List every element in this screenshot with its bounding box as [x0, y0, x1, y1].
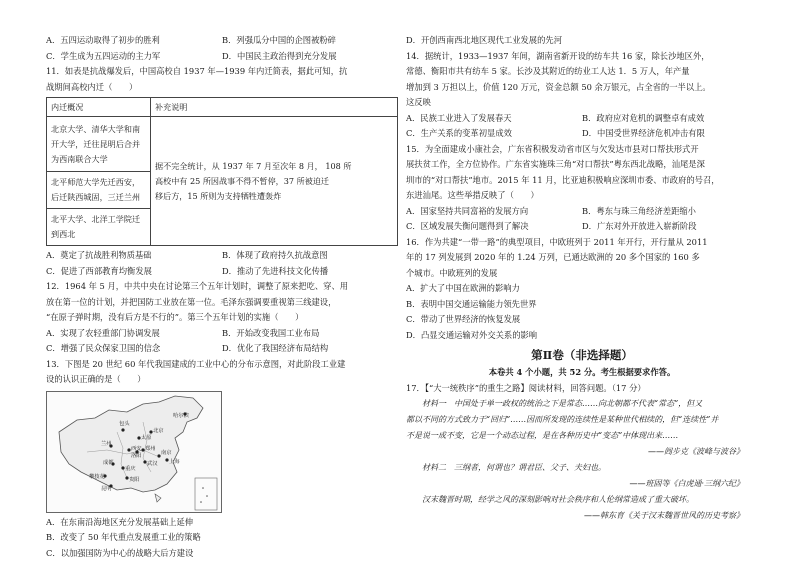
- question-16: [406, 235, 758, 344]
- option-d[interactable]: D．优化了我国经济布局结构: [222, 343, 329, 353]
- question-15: [406, 142, 758, 235]
- option-c[interactable]: C．以加强国防为中心的战略大后方建设: [46, 547, 194, 558]
- option-d[interactable]: D．推动了先进科技文化传播: [222, 265, 329, 276]
- question-text: 13．下图是 20 世纪 60 年代我国建成的工业中心的分布示意图，对此阶段工业建: [46, 358, 346, 369]
- material-line: 材料二 三纲者，何谓也？谓君臣、父子、夫妇也。: [422, 463, 606, 472]
- option-c[interactable]: C．增强了民众保家卫国的信念: [46, 343, 161, 353]
- option-d[interactable]: D．中国民主政治得到充分发展: [222, 50, 337, 61]
- question-text: 东进汕尾。这些举措反映了（ ）: [406, 190, 539, 200]
- option-row: [46, 264, 398, 280]
- table-header: 内迁概况: [47, 98, 151, 117]
- option-b[interactable]: B．体现了政府持久抗战意图: [222, 250, 328, 260]
- table-note-cell: [151, 117, 398, 246]
- option-b[interactable]: B．列强瓜分中国的企图被粉碎: [222, 35, 336, 45]
- question-text: 放在第一位的计划，并把国防工业放在第一位。毛泽东强调要重视第三线建设，: [46, 296, 337, 307]
- option-row: [406, 111, 758, 127]
- question-text: 常德、衡阳市共有纺车 5 家。长沙及其附近的纺业工人达 1．5 万人，年产量: [406, 66, 690, 76]
- map-label: 南京: [161, 449, 172, 456]
- material-line: 都以不同的方式致力于“回归”……因而所发现的连续性是某种世代相续的，但“连续性”并: [406, 415, 719, 424]
- map-label: 贵阳: [129, 476, 140, 483]
- question-text: “在原子弹时期，没有后方是不行的”。第三个五年计划的实施（ ）: [46, 312, 304, 322]
- option-d[interactable]: D．凸显交通运输对外交关系的影响: [406, 329, 538, 340]
- section-note: 本卷共 4 个小题，共 52 分。考生根据要求作答。: [488, 367, 676, 377]
- option-row: [46, 341, 398, 357]
- table-note-line: 高校中有 25 所因战事不得不暂停，37 所被迫迁: [155, 175, 330, 186]
- question-text: 这反映: [406, 97, 431, 107]
- option-row: [46, 49, 398, 65]
- map-label: 包头: [119, 420, 130, 427]
- option-b[interactable]: B．粤东与珠三角经济差距缩小: [582, 205, 696, 216]
- option-c[interactable]: C．区域发展失衡问题得到了解决: [406, 221, 529, 231]
- question-text: 15．为全面建成小康社会，广东省积极发动省市区与欠发达市县对口帮扶形式开: [406, 143, 699, 154]
- right-column: [406, 33, 758, 524]
- option-d[interactable]: D．广东对外开放进入崭新阶段: [582, 221, 697, 231]
- option-row: [46, 33, 398, 49]
- table-header: 补充说明: [151, 98, 398, 117]
- left-column: [46, 33, 398, 561]
- map-label: 太原: [141, 434, 152, 441]
- option-d[interactable]: D．开创西南西北地区现代工业发展的先河: [406, 35, 562, 45]
- material-source: ——阎步克《波峰与波谷》: [648, 447, 744, 456]
- question-text: 战期间高校内迁（ ）: [46, 81, 138, 92]
- map-label: 西安: [131, 445, 142, 452]
- table-cell: 北平大学、北洋工学院迁到西北: [47, 209, 151, 246]
- section-title: 第Ⅱ卷（非选择题）: [531, 348, 633, 362]
- table-cell: 北京大学、清华大学和南开大学，迁往昆明后合并为西南联合大学: [47, 117, 151, 172]
- question-12: [46, 279, 398, 357]
- question-text: 16．作为共建“一带一路”的典型项目，中欧班列于 2011 年开行，开行量从 2011: [406, 236, 708, 247]
- option-b[interactable]: B．改变了 50 年代重点发展重工业的策略: [46, 532, 201, 542]
- option-c[interactable]: C．学生成为五四运动的主力军: [46, 50, 161, 61]
- material-line: 不是说一成不变，它是一个动态过程，是在各种历史中“变态”中体现出来……: [406, 431, 679, 440]
- option-b[interactable]: B．表明中国交通运输能力领先世界: [406, 298, 537, 309]
- map-label: 洛阳: [131, 452, 142, 459]
- option-b[interactable]: B．开始改变我国工业布局: [222, 327, 320, 338]
- question-13: [46, 357, 398, 562]
- map-label: 攀枝花: [89, 473, 105, 480]
- option-d[interactable]: D．中国受世界经济危机冲击有限: [582, 128, 705, 138]
- table-note-line: 移后方，15 所则为支持牺牲遭轰炸: [155, 190, 282, 201]
- material-source: ——韩东育《关于汉末魏晋世风的历史考察》: [584, 511, 744, 520]
- question-text: 展扶贫工作，全方位协作。广东省实施珠三角“对口帮扶”粤东西北战略，汕尾是深: [406, 159, 705, 169]
- option-a[interactable]: A．五四运动取得了初步的胜利: [46, 35, 160, 45]
- option-a[interactable]: A．在东南沿海地区充分发展基础上延伸: [46, 516, 194, 527]
- industrial-center-map: [46, 391, 222, 513]
- option-c[interactable]: C．促进了西部教育均衡发展: [46, 265, 152, 276]
- option-a[interactable]: A．民族工业进入了发展春天: [406, 112, 512, 123]
- question-text: 设的认识正确的是（ ）: [46, 374, 146, 384]
- question-text: 12．1964 年 5 月，中共中央在讨论第三个五年计划时，调整了原来把吃、穿、用: [46, 281, 349, 291]
- option-a[interactable]: A．扩大了中国在欧洲的影响力: [406, 283, 520, 293]
- question-text: 11．如表是抗战爆发后，中国高校自 1937 年—1939 年内迁简表，据此可知，抗: [46, 66, 348, 76]
- option-a[interactable]: A．奠定了抗战胜利物质基础: [46, 250, 152, 260]
- material-source: ——班固等《白虎通·三纲六纪》: [629, 479, 744, 488]
- question-text: 年的 17 列发展到 2020 年的 1.24 万列，已通达欧洲的 20 多个国家的 160 多: [406, 252, 700, 262]
- map-label: 武汉: [147, 460, 158, 467]
- question-text: 个城市。中欧班列的发展: [406, 267, 498, 278]
- table-note-line: 据不完全统计，从 1937 年 7 月至次年 8 月， 108 所: [155, 160, 352, 171]
- option-a[interactable]: A．实现了农轻重部门协调发展: [46, 327, 160, 338]
- map-label: 成都: [103, 459, 114, 466]
- question-14: [406, 49, 758, 142]
- option-row: [406, 204, 758, 220]
- question-17: [406, 381, 758, 525]
- question-11: [46, 64, 398, 279]
- material-line: 汉末魏晋时期，经学之风的深刻影响对社会秩序和人伦纲常造成了重大破坏。: [422, 495, 694, 504]
- map-label: 上海: [169, 458, 180, 465]
- question-text: 14．据统计，1933—1937 年间，湖南省新开设的纺车共 16 家，除长沙地区外，: [406, 50, 710, 61]
- option-row: [406, 126, 758, 142]
- option-row: [46, 248, 398, 264]
- map-label: 北京: [153, 427, 164, 434]
- option-b[interactable]: B．政府应对危机的调整卓有成效: [582, 112, 705, 123]
- map-label: 兰州: [101, 440, 112, 447]
- relocation-table: [46, 97, 398, 246]
- option-row: [46, 326, 398, 342]
- question-header: 17．【“大一统秩序”的重生之路】阅读材料，回答问题。（17 分）: [406, 382, 646, 393]
- option-a[interactable]: A．国家坚持共同富裕的发展方向: [406, 205, 529, 216]
- question-text: 增加到 3 万担以上，价值 120 万元，资金总额 50 余万银元，占全省的一半以上。: [406, 81, 711, 92]
- map-label: 昆明: [101, 485, 112, 492]
- option-c[interactable]: C．生产关系的变革初显成效: [406, 128, 512, 138]
- material-line: 材料一 中国处于单一政权的统治之下是常态……向北朝都不代表“常态”，但又: [422, 399, 703, 408]
- map-label: 郑州: [145, 445, 156, 452]
- table-cell: 北平师范大学先迁西安，后迁陕西城固，三迁兰州: [47, 172, 151, 209]
- option-c[interactable]: C．带动了世界经济的恢复发展: [406, 314, 521, 324]
- question-text: 圳市的“对口帮扶”地市。2015 年 11 月，比亚迪积极响应深圳市委、市政府的号召，: [406, 174, 720, 185]
- option-row: [406, 219, 758, 235]
- map-label: 哈尔滨: [173, 412, 189, 419]
- map-label: 重庆: [125, 465, 136, 472]
